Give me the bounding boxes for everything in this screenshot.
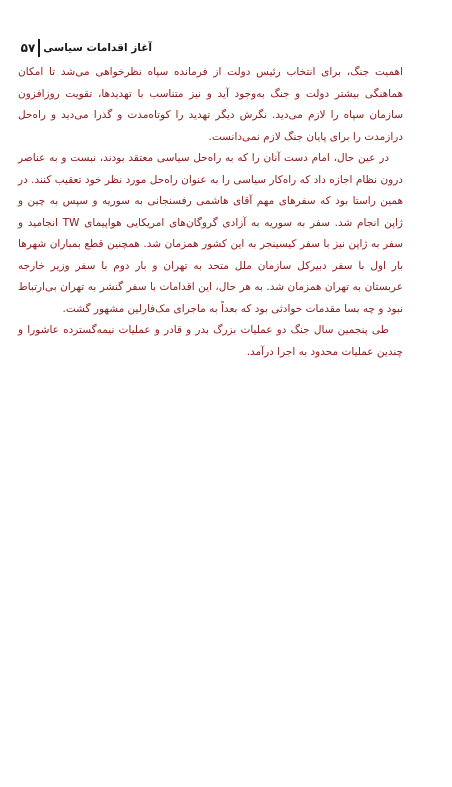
page-number: ۵۷ <box>20 41 36 55</box>
paragraph-2: در عین حال، امام دست آنان را که به راه‌حل سیاسی معتقد بودند، نبست و به عناصر درون نظام اجازه داد که راه‌کار سیاسی را به عنوان راه‌حل مورد نظر خود تعقیب کنند. در همین راستا بود که سفرهای مهم آقای هاشمی رفسنجانی به سوریه و سپس به چین و ژاپن انجام شد. سفر به سوریه به آزادی گروگان‌های امریکایی هواپیمای TW انجامید و سفر به ژاپن نیز با سفر کیسینجر به این کشور همزمان شد. همچنین قطع بمباران شهرها بار اول با سفر دبیرکل سازمان ملل متحد به تهران و بار دوم با سفر وزیر خارجه عربستان به تهران همزمان شد. به هر حال، این اقدامات با سفر گنشر به تهران بی‌ارتباط نبود و چه بسا مقدمات حوادثی بود که بعداً به ماجرای مک‌فارلین مشهور گشت. <box>18 152 403 315</box>
running-header <box>17 38 152 58</box>
header-divider <box>38 39 40 57</box>
paragraph-3: طی پنجمین سال جنگ دو عملیات بزرگ بدر و قادر و عملیات نیمه‌گسترده عاشورا و چندین عملیات محدود به اجرا درآمد. <box>18 324 403 358</box>
chapter-title: آغاز اقدامات سیاسی <box>43 42 152 54</box>
paragraph-1: اهمیت جنگ، برای انتخاب رئیس دولت از فرمانده سپاه نظرخواهی می‌شد تا امکان هماهنگی بیشتر دولت و جنگ به‌وجود آید و نیز متناسب با تهدیدها، تقویت روزافزون سازمان سپاه را لازم می‌دید. نگرش دیگر تهدید را کوتاه‌مدت و گذرا می‌دید و راه‌حل درازمدت را برای پایان جنگ لازم نمی‌دانست. <box>18 66 403 143</box>
body-text <box>18 62 403 363</box>
